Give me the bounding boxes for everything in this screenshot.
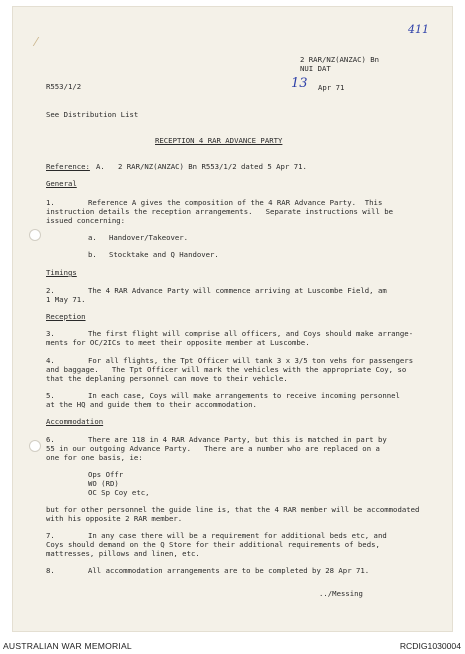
- reference-label: Reference:: [46, 162, 90, 171]
- role-item: Ops Offr: [88, 470, 124, 479]
- punch-hole: [29, 229, 41, 241]
- item-id: RCDIG1030004: [399, 641, 461, 651]
- paragraph-line: All accommodation arrangements are to be completed by 28 Apr 71.: [88, 566, 370, 575]
- paragraph-line: In any case there will be a requirement for additional beds etc, and: [88, 531, 387, 540]
- role-item: WO (RD): [88, 479, 119, 488]
- date-day: 13: [291, 76, 308, 91]
- paragraph-line: Coys should demand on the Q Store for their additional requirements of beds,: [46, 540, 380, 549]
- institution-name: AUSTRALIAN WAR MEMORIAL: [3, 641, 132, 651]
- list-letter: b.: [88, 250, 97, 259]
- paragraph-line: mattresses, pillows and linen, etc.: [46, 549, 200, 558]
- fold-mark: ⁄: [35, 35, 38, 49]
- paragraph-line: at the HQ and guide them to their accommodation.: [46, 400, 257, 409]
- paragraph-line: 1 May 71.: [46, 295, 86, 304]
- paragraph-line: Reference A gives the composition of the 4 RAR Advance Party. This: [88, 198, 383, 207]
- heading-general: General: [46, 179, 77, 188]
- para-number: 3.: [46, 329, 55, 338]
- page-number: 411: [408, 23, 429, 36]
- continuation-note: ../Messing: [319, 589, 363, 598]
- document-title: RECEPTION 4 RAR ADVANCE PARTY: [155, 136, 283, 145]
- paragraph-line: For all flights, the Tpt Officer will tank 3 x 3/5 ton vehs for passengers: [88, 356, 414, 365]
- paragraph-line: issued concerning:: [46, 216, 126, 225]
- para-number: 4.: [46, 356, 55, 365]
- paragraph-line: one for one basis, ie:: [46, 453, 143, 462]
- paragraph-line: that the deplaning personnel can move to their vehicle.: [46, 374, 288, 383]
- role-item: OC Sp Coy etc,: [88, 488, 150, 497]
- punch-hole: [29, 440, 41, 452]
- paragraph-line: instruction details the reception arrangements. Separate instructions will be: [46, 207, 394, 216]
- list-item: Stocktake and Q Handover.: [109, 250, 219, 259]
- para-number: 6.: [46, 435, 55, 444]
- paragraph-line: The first flight will comprise all officers, and Coys should make arrange-: [88, 329, 414, 338]
- list-letter: a.: [88, 233, 97, 242]
- paragraph-line: with his opposite 2 RAR member.: [46, 514, 183, 523]
- archive-footer: [0, 637, 465, 654]
- file-reference: R553/1/2: [46, 82, 82, 91]
- paragraph-line: The 4 RAR Advance Party will commence arriving at Luscombe Field, am: [88, 286, 387, 295]
- para-number: 8.: [46, 566, 55, 575]
- distribution-note: See Distribution List: [46, 110, 139, 119]
- paragraph-line: and baggage. The Tpt Officer will mark the vehicles with the appropriate Coy, so: [46, 365, 407, 374]
- paragraph-line: In each case, Coys will make arrangements to receive incoming personnel: [88, 391, 400, 400]
- paragraph-line: There are 118 in 4 RAR Advance Party, but this is matched in part by: [88, 435, 387, 444]
- unit-name: 2 RAR/NZ(ANZAC) Bn: [300, 55, 380, 64]
- para-number: 5.: [46, 391, 55, 400]
- date-month-year: Apr 71: [318, 83, 345, 92]
- para-number: 1.: [46, 198, 55, 207]
- reference-letter: A.: [96, 162, 105, 171]
- document-page: [13, 7, 452, 631]
- heading-timings: Timings: [46, 268, 77, 277]
- unit-location: NUI DAT: [300, 64, 331, 73]
- list-item: Handover/Takeover.: [109, 233, 189, 242]
- paragraph-line: ments for OC/2ICs to meet their opposite member at Luscombe.: [46, 338, 310, 347]
- para-number: 2.: [46, 286, 55, 295]
- heading-reception: Reception: [46, 312, 86, 321]
- paragraph-line: 55 in our outgoing Advance Party. There are a number who are replaced on a: [46, 444, 380, 453]
- reference-text: 2 RAR/NZ(ANZAC) Bn R553/1/2 dated 5 Apr 71.: [118, 162, 307, 171]
- para-number: 7.: [46, 531, 55, 540]
- heading-accommodation: Accommodation: [46, 417, 104, 426]
- paragraph-line: but for other personnel the guide line is, that the 4 RAR member will be accommodated: [46, 505, 420, 514]
